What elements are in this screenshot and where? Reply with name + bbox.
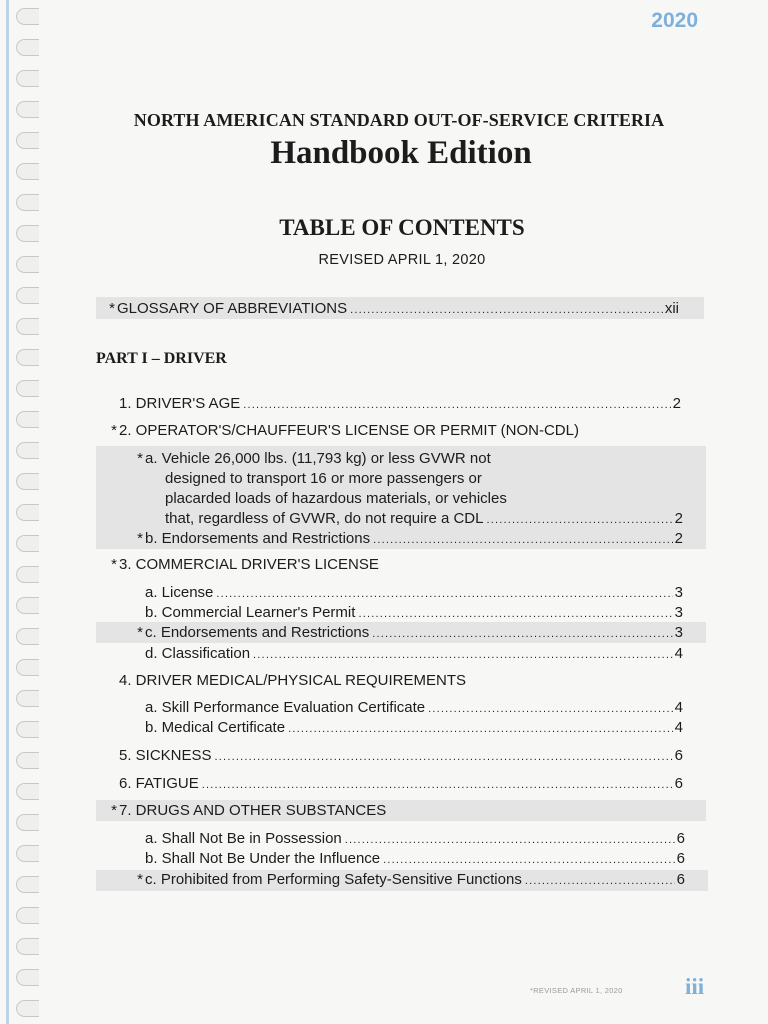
- toc-entry-label: 7. DRUGS AND OTHER SUBSTANCES: [119, 802, 387, 819]
- binding-hole: [16, 349, 39, 366]
- toc-entry-label: b. Shall Not Be Under the Influence: [145, 850, 381, 867]
- binding-hole: [16, 318, 39, 335]
- toc-entry-label: b. Endorsements and Restrictions: [145, 530, 371, 547]
- dot-leader: [215, 747, 673, 767]
- dot-leader: [486, 510, 672, 530]
- edition-year: 2020: [651, 9, 698, 32]
- toc-entry-label: GLOSSARY OF ABBREVIATIONS: [117, 300, 348, 317]
- toc-entry-label: 6. FATIGUE: [119, 775, 199, 792]
- binding-hole: [16, 628, 39, 645]
- footer-page-number: iii: [685, 974, 705, 999]
- toc-page-number: 6: [674, 775, 683, 792]
- dot-leader: [428, 699, 673, 719]
- document-supertitle: NORTH AMERICAN STANDARD OUT-OF-SERVICE CRITERIA: [133, 110, 665, 130]
- toc-page-number: 2: [672, 395, 681, 412]
- toc-entry-drivers-age[interactable]: [119, 394, 681, 415]
- binding-hole: [16, 597, 39, 614]
- binding-hole: [16, 969, 39, 986]
- dot-leader: [345, 830, 675, 850]
- toc-page-number: 2: [674, 510, 683, 527]
- toc-entry-operator-license[interactable]: [111, 421, 689, 441]
- binding-hole: [16, 876, 39, 893]
- binding-hole: [16, 659, 39, 676]
- revision-marker: *: [111, 802, 117, 819]
- toc-page-number: 4: [674, 645, 683, 662]
- dot-leader: [350, 300, 663, 320]
- toc-entry-label: 4. DRIVER MEDICAL/PHYSICAL REQUIREMENTS: [119, 672, 467, 689]
- binding-hole: [16, 70, 39, 87]
- toc-entry-label: c. Endorsements and Restrictions: [145, 624, 370, 641]
- toc-entry-label: a. License: [145, 584, 214, 601]
- toc-entry-label: 3. COMMERCIAL DRIVER'S LICENSE: [119, 556, 379, 573]
- binding-hole: [16, 442, 39, 459]
- toc-entry-skill-performance[interactable]: [145, 698, 683, 719]
- binding-hole: [16, 504, 39, 521]
- toc-entry-cdl[interactable]: [111, 555, 679, 575]
- binding-hole: [16, 380, 39, 397]
- toc-page-number: 6: [676, 850, 685, 867]
- toc-entry-label: a. Skill Performance Evaluation Certificate: [145, 699, 426, 716]
- dot-leader: [383, 850, 675, 870]
- binding-hole: [16, 411, 39, 428]
- revision-marker: *: [137, 624, 143, 641]
- toc-entry-vehicle-gvwr[interactable]: [137, 449, 507, 509]
- toc-heading: TABLE OF CONTENTS: [279, 215, 525, 240]
- toc-entry-possession[interactable]: [145, 829, 685, 850]
- toc-entry-fatigue[interactable]: [119, 774, 683, 795]
- dot-leader: [525, 871, 675, 891]
- toc-entry-label: b. Medical Certificate: [145, 719, 286, 736]
- toc-entry-vehicle-gvwr-last[interactable]: [165, 509, 683, 530]
- toc-page-number: 4: [674, 699, 683, 716]
- dot-leader: [202, 775, 673, 795]
- binding-hole: [16, 473, 39, 490]
- revision-marker: *: [137, 871, 143, 888]
- revision-marker: *: [137, 450, 143, 467]
- binding-hole: [16, 907, 39, 924]
- binding-hole: [16, 783, 39, 800]
- dot-leader: [358, 604, 672, 624]
- binding-hole: [16, 845, 39, 862]
- binding-hole: [16, 690, 39, 707]
- footer-revision-note: *REVISED APRIL 1, 2020: [530, 986, 623, 995]
- toc-page-number: 6: [676, 871, 685, 888]
- dot-leader: [253, 645, 673, 665]
- toc-entry-label: a. Shall Not Be in Possession: [145, 830, 342, 847]
- toc-page-number: 3: [674, 584, 683, 601]
- binding-hole: [16, 8, 39, 25]
- binding-hole: [16, 1000, 39, 1017]
- toc-entry-label: 1. DRIVER'S AGE: [119, 395, 241, 412]
- toc-page-number: 2: [674, 530, 683, 547]
- toc-entry-glossary[interactable]: [109, 299, 679, 320]
- toc-page-number: 6: [674, 747, 683, 764]
- toc-entry-endorsements-2b[interactable]: [137, 529, 683, 550]
- dot-leader: [372, 624, 672, 644]
- toc-entry-line: that, regardless of GVWR, do not require a CDL: [165, 510, 484, 527]
- toc-page-number: xii: [664, 300, 679, 317]
- revision-marker: *: [111, 556, 117, 573]
- binding-hole: [16, 287, 39, 304]
- binding-hole: [16, 566, 39, 583]
- part-heading: PART I – DRIVER: [96, 350, 227, 367]
- dot-leader: [288, 719, 673, 739]
- toc-page-number: 6: [676, 830, 685, 847]
- revision-date: REVISED APRIL 1, 2020: [318, 252, 486, 268]
- toc-entry-sickness[interactable]: [119, 746, 683, 767]
- binding-hole: [16, 721, 39, 738]
- toc-entry-influence[interactable]: [145, 849, 685, 870]
- toc-page-number: 3: [674, 604, 683, 621]
- toc-entry-classification[interactable]: [145, 644, 683, 665]
- dot-leader: [216, 584, 672, 604]
- revision-marker: *: [111, 422, 117, 439]
- toc-page-number: 4: [674, 719, 683, 736]
- toc-entry-learners-permit[interactable]: [145, 603, 683, 624]
- toc-entry-line: a. Vehicle 26,000 lbs. (11,793 kg) or less GVWR not: [145, 450, 491, 467]
- binding-hole: [16, 535, 39, 552]
- toc-entry-endorsements-3c[interactable]: [137, 623, 683, 644]
- toc-entry-drugs[interactable]: [111, 801, 679, 821]
- toc-entry-medical[interactable]: [119, 671, 679, 691]
- binding-hole: [16, 39, 39, 56]
- toc-entry-medical-certificate[interactable]: [145, 718, 683, 739]
- toc-entry-line: designed to transport 16 or more passengers or: [165, 470, 482, 487]
- binding-hole: [16, 194, 39, 211]
- binding-hole: [16, 938, 39, 955]
- toc-entry-label: 2. OPERATOR'S/CHAUFFEUR'S LICENSE OR PERMIT (NON-CDL): [119, 422, 579, 439]
- revision-marker: *: [109, 300, 115, 317]
- toc-entry-label: c. Prohibited from Performing Safety-Sensitive Functions: [145, 871, 522, 888]
- toc-entry-line: placarded loads of hazardous materials, or vehicles: [165, 490, 507, 507]
- toc-entry-label: 5. SICKNESS: [119, 747, 212, 764]
- dot-leader: [373, 530, 673, 550]
- toc-entry-safety-sensitive[interactable]: [137, 870, 685, 891]
- binding-hole: [16, 752, 39, 769]
- document-title: Handbook Edition: [270, 135, 532, 171]
- toc-page-number: 3: [674, 624, 683, 641]
- dot-leader: [243, 395, 670, 415]
- toc-entry-license[interactable]: [145, 583, 683, 604]
- toc-entry-label: b. Commercial Learner's Permit: [145, 604, 356, 621]
- toc-entry-label: d. Classification: [145, 645, 251, 662]
- binding-hole: [16, 814, 39, 831]
- revision-marker: *: [137, 530, 143, 547]
